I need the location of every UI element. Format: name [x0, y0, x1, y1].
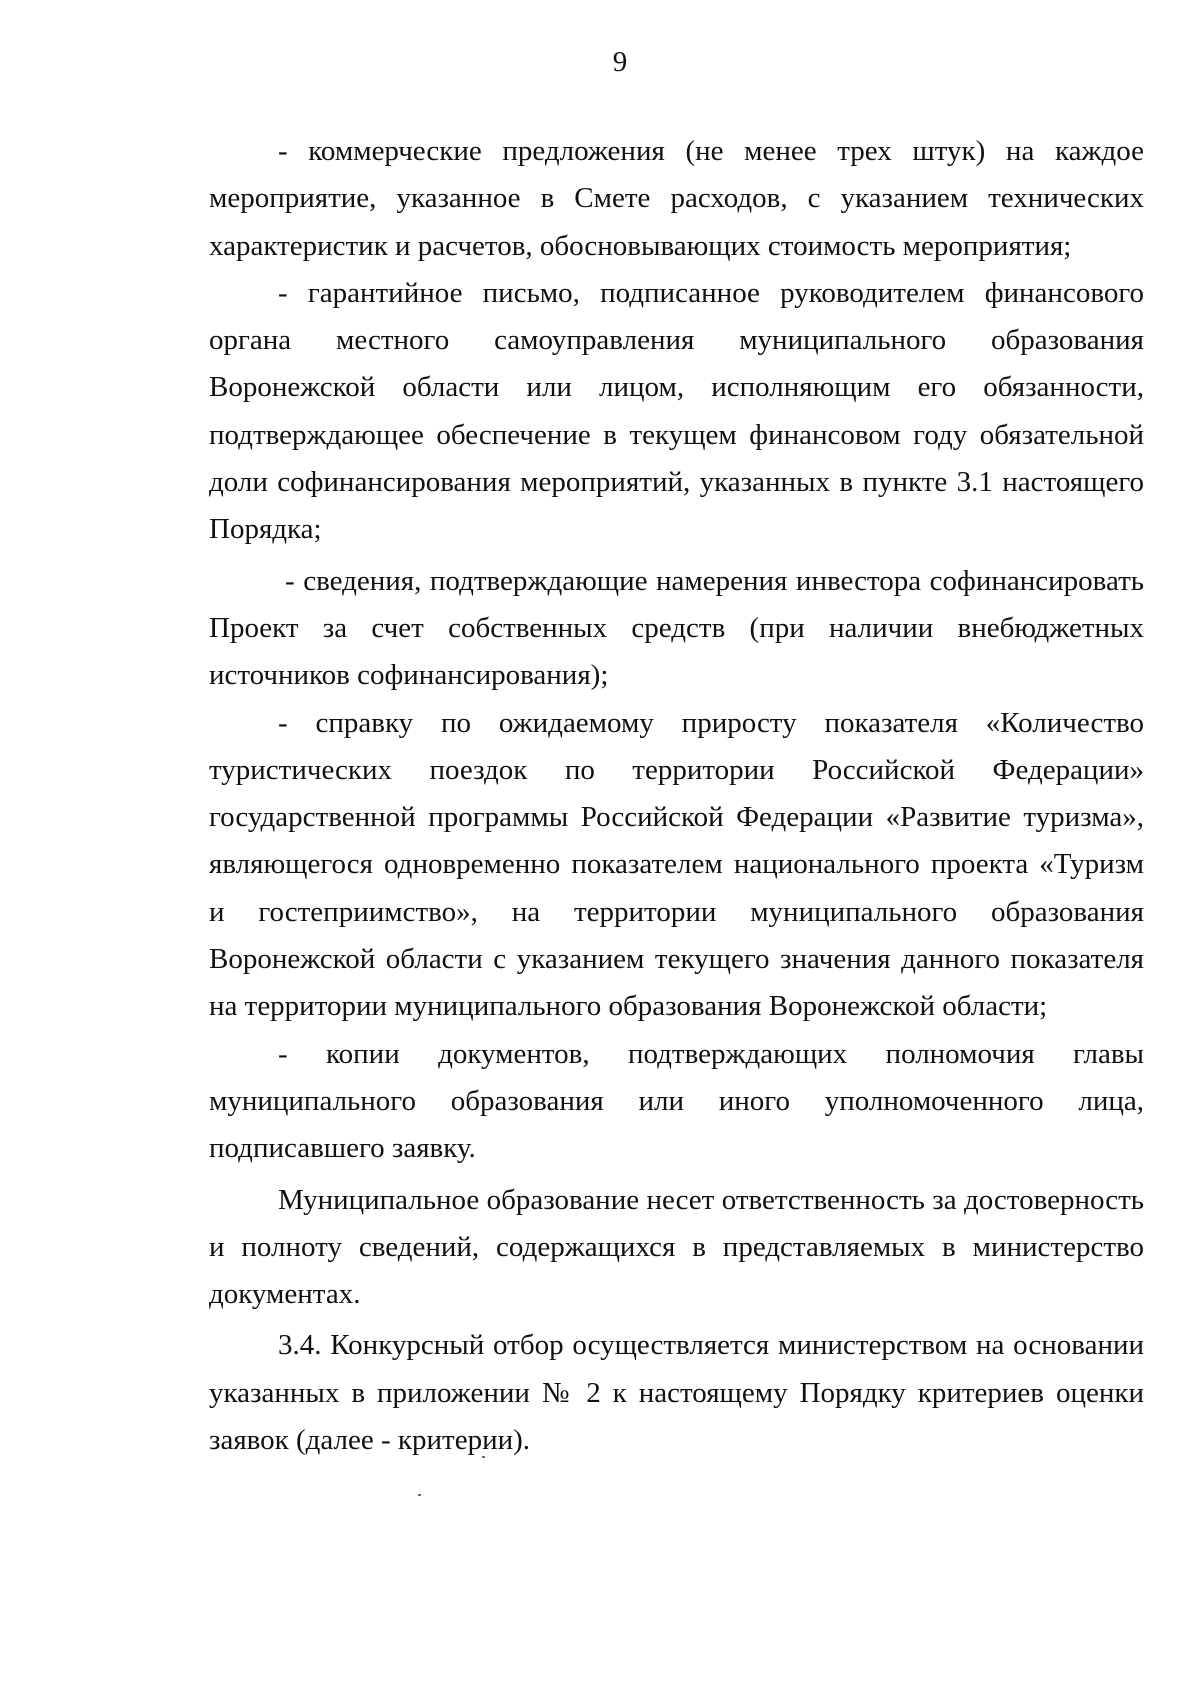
- scan-speck: [482, 1456, 485, 1458]
- paragraph-competitive-selection: 3.4. Конкурсный отбор осуществляется министерством на основании указанных в приложении № 2 к настоящему Порядку критериев оценки заявок (далее - критерии).: [209, 1329, 1144, 1457]
- document-body: [209, 128, 1144, 1464]
- page-number: 9: [612, 46, 628, 78]
- paragraph-tourism-indicator: - справку по ожидаемому приросту показателя «Количество туристических поездок по территории Российской Федерации» государственной программы Российской Федерации «Развитие туризма», являющегося одновременно показателем национального проекта «Туризм и гостеприимство», на территории муниципального образования Воронежской области с указанием текущего значения данного показателя на территории муниципального образования Воронежской области;: [209, 706, 1144, 1023]
- paragraph-investor-info: - сведения, подтверждающие намерения инвестора софинансировать Проект за счет собственных средств (при наличии внебюджетных источников софинансирования);: [209, 564, 1144, 692]
- scan-speck: [418, 1494, 421, 1496]
- paragraph-authority-documents: - копии документов, подтверждающих полномочия главы муниципального образования или иного уполномоченного лица, подписавшего заявку.: [209, 1037, 1144, 1165]
- paragraph-guarantee-letter: - гарантийное письмо, подписанное руководителем финансового органа местного самоуправления муниципального образования Воронежской области или лицом, исполняющим его обязанности, подтверждающее обеспечение в текущем финансовом году обязательной доли софинансирования мероприятий, указанных в пункте 3.1 настоящего Порядка;: [209, 276, 1144, 546]
- paragraph-commercial-offers: - коммерческие предложения (не менее трех штук) на каждое мероприятие, указанное в Смете расходов, с указанием технических характеристик и расчетов, обосновывающих стоимость мероприятия;: [209, 135, 1144, 262]
- paragraph-responsibility: Муниципальное образование несет ответственность за достоверность и полноту сведений, содержащихся в представляемых в министерство документах.: [209, 1183, 1144, 1311]
